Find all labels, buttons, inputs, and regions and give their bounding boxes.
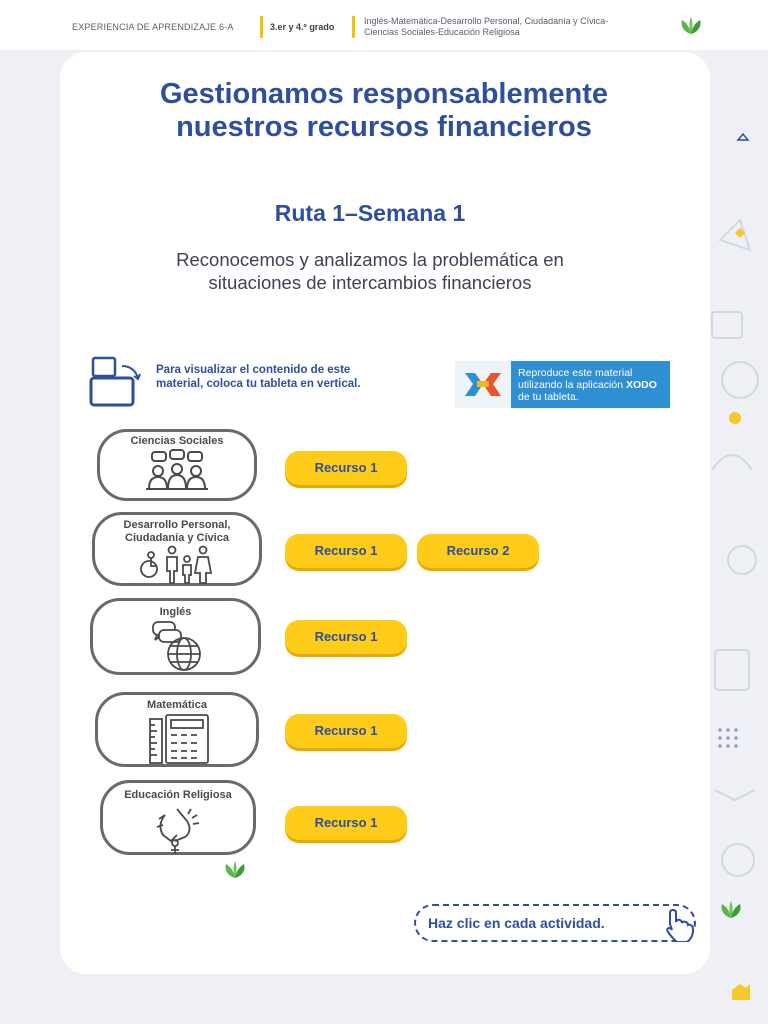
subject-label: Matemática	[147, 699, 207, 711]
subject-ingles	[90, 598, 261, 675]
click-hint-text: Haz clic en cada actividad.	[428, 915, 605, 931]
matematica-recurso-1-button[interactable]: Recurso 1	[285, 714, 407, 748]
desarrollo-personal-recurso-1-button[interactable]: Recurso 1	[285, 534, 407, 568]
globe-chat-icon	[149, 620, 205, 672]
family-icon	[139, 545, 219, 585]
subject-label: Desarrollo Personal, Ciudadanía y Cívica	[123, 519, 231, 544]
click-hint	[414, 904, 696, 942]
areas-label: Inglés-Matemática-Desarrollo Personal, Ciudadanía y Cívica-Ciencias Sociales-Educación Religiosa	[364, 16, 609, 37]
xodo-banner	[455, 361, 670, 408]
subject-label: Educación Religiosa	[124, 789, 232, 801]
leaves-decoration-icon	[716, 900, 746, 920]
header-divider	[260, 16, 263, 38]
subject-educacion-religiosa	[100, 780, 256, 855]
ciencias-sociales-recurso-1-button[interactable]: Recurso 1	[285, 451, 407, 485]
subject-ciencias-sociales	[97, 429, 257, 501]
xodo-app-name: XODO	[626, 379, 657, 391]
activity-description: Reconocemos y analizamos la problemática en situaciones de intercambios financieros	[176, 249, 564, 293]
subject-label: Ciencias Sociales	[130, 435, 224, 447]
route-subtitle: Ruta 1–Semana 1	[274, 200, 466, 226]
subject-matematica	[95, 692, 259, 767]
header-bar	[0, 0, 768, 50]
leaves-logo-icon	[676, 16, 706, 36]
grade-label: 3.er y 4.º grado	[270, 22, 335, 32]
subject-label: Inglés	[159, 606, 192, 618]
calculator-ruler-icon	[146, 713, 212, 765]
subject-desarrollo-personal	[92, 512, 262, 586]
educacion-religiosa-recurso-1-button[interactable]: Recurso 1	[285, 806, 407, 840]
tablet-rotate-icon	[88, 356, 148, 408]
xodo-text-before: Reproduce este material utilizando la aplicación	[518, 367, 633, 391]
desarrollo-personal-recurso-2-button[interactable]: Recurso 2	[417, 534, 539, 568]
people-group-icon	[144, 449, 210, 497]
xodo-logo-icon	[455, 361, 511, 408]
tablet-orientation-note: Para visualizar el contenido de este material, coloca tu tableta en vertical.	[156, 364, 361, 390]
xodo-text-after: de tu tableta.	[518, 391, 579, 403]
leaves-decoration-icon	[220, 860, 250, 880]
pointing-hand-icon	[660, 908, 696, 942]
header-divider	[352, 16, 355, 38]
ingles-recurso-1-button[interactable]: Recurso 1	[285, 620, 407, 654]
page-title: Gestionamos responsablemente nuestros recursos financieros	[159, 78, 609, 143]
experience-label: EXPERIENCIA DE APRENDIZAJE 6-A	[72, 22, 234, 32]
praying-hands-icon	[155, 805, 205, 855]
xodo-instructions	[518, 367, 668, 403]
